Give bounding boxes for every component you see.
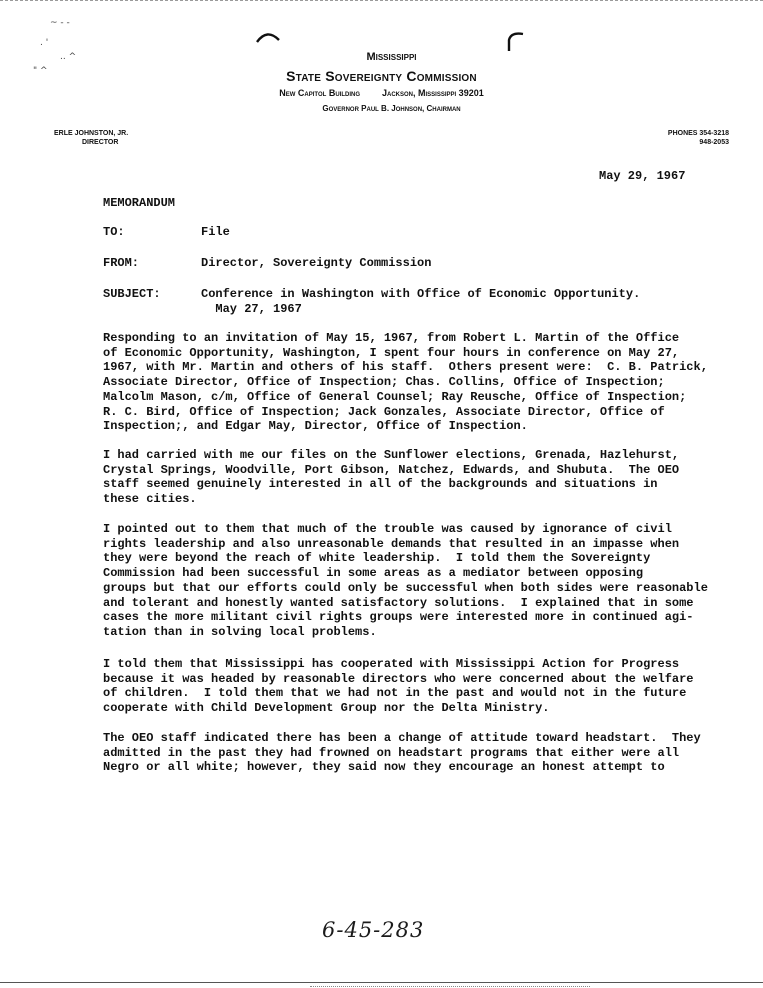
seal-mark-right-icon bbox=[505, 30, 529, 52]
to-value: File bbox=[201, 225, 230, 239]
from-label: FROM: bbox=[103, 256, 140, 270]
scan-speck: ~ - - bbox=[50, 18, 70, 28]
from-value: Director, Sovereignty Commission bbox=[201, 256, 432, 270]
letterhead-org: State Sovereignty Commission bbox=[286, 68, 477, 84]
body-paragraph-5: The OEO staff indicated there has been a change of attitude toward headstart. They admitted in the past they had frowned on headstart programs that either were all Negro or all white; however, they said now they encourage an honest attempt to bbox=[103, 731, 701, 775]
memo-date: May 29, 1967 bbox=[599, 169, 686, 183]
subject-value: Conference in Washington with Office of Economic Opportunity. May 27, 1967 bbox=[201, 287, 641, 316]
letterhead-address bbox=[0, 88, 763, 98]
to-label: TO: bbox=[103, 225, 125, 239]
letterhead-state: Mississippi bbox=[366, 51, 417, 63]
body-paragraph-2: I had carried with me our files on the Sunflower elections, Grenada, Hazlehurst, Crystal Springs, Woodville, Port Gibson, Natchez, Edwards, and Shubuta. The OEO staff seemed genuinely interested in all of the backgrounds and situations in these cities. bbox=[103, 448, 680, 507]
subject-label: SUBJECT: bbox=[103, 287, 161, 301]
director-name: ERLE JOHNSTON, JR. bbox=[54, 130, 129, 137]
letterhead-governor: Governor Paul B. Johnson, Chairman bbox=[322, 104, 461, 113]
director-title: DIRECTOR bbox=[82, 139, 119, 146]
body-paragraph-3: I pointed out to them that much of the trouble was caused by ignorance of civil rights leadership and also unreasonable demands that resulted in an impasse when they were beyond the reach of white leadership. I told them the Sovereignty Commission had been successful in some areas as a mediator between opposing groups but that our efforts could only be successful when both sides were reasonable and tolerant and honestly wanted satisfactory solutions. I explained that in some cases the more militant civil rights groups were interested more in continued agi- tation than in solving local problems. bbox=[103, 522, 708, 639]
phones-line-1: PHONES 354-3218 bbox=[667, 130, 729, 137]
phones-line-2: 948-2053 bbox=[699, 139, 729, 146]
bottom-dotted-rule bbox=[310, 986, 590, 987]
scan-speck: .. ^ bbox=[60, 52, 77, 62]
memo-heading: MEMORANDUM bbox=[103, 196, 176, 210]
top-dashed-rule bbox=[0, 0, 763, 1]
director-block bbox=[54, 129, 128, 147]
bottom-rule bbox=[0, 982, 763, 983]
body-paragraph-1: Responding to an invitation of May 15, 1967, from Robert L. Martin of the Office of Economic Opportunity, Washington, I spent four hours in conference on May 27, 1967, with Mr. Martin and others of his staff. Others present were: C. B. Patrick, Associate Director, Office of Inspection; Chas. Collins, Office of Inspection; Malcolm Mason, c/m, Office of General Counsel; Ray Reusche, Office of Inspection; R. C. Bird, Office of Inspection; Jack Gonzales, Associate Director, Office of Inspection;, and Edgar May, Director, Office of Inspection. bbox=[103, 331, 708, 434]
seal-mark-left-icon bbox=[255, 30, 281, 44]
letterhead-building: New Capitol Building bbox=[279, 88, 360, 98]
scan-speck: . ' bbox=[40, 38, 49, 48]
file-number-handwritten: 6-45-283 bbox=[322, 918, 425, 942]
letterhead-city: Jackson, Mississippi 39201 bbox=[382, 88, 484, 98]
phones-block bbox=[668, 129, 729, 147]
body-paragraph-4: I told them that Mississippi has cooperated with Mississippi Action for Progress because it was headed by reasonable directors who were concerned about the welfare of children. I told them that we had not in the past and would not in the future cooperate with Child Development Group nor the Delta Ministry. bbox=[103, 657, 694, 716]
scan-speck: " ^ bbox=[33, 66, 48, 76]
